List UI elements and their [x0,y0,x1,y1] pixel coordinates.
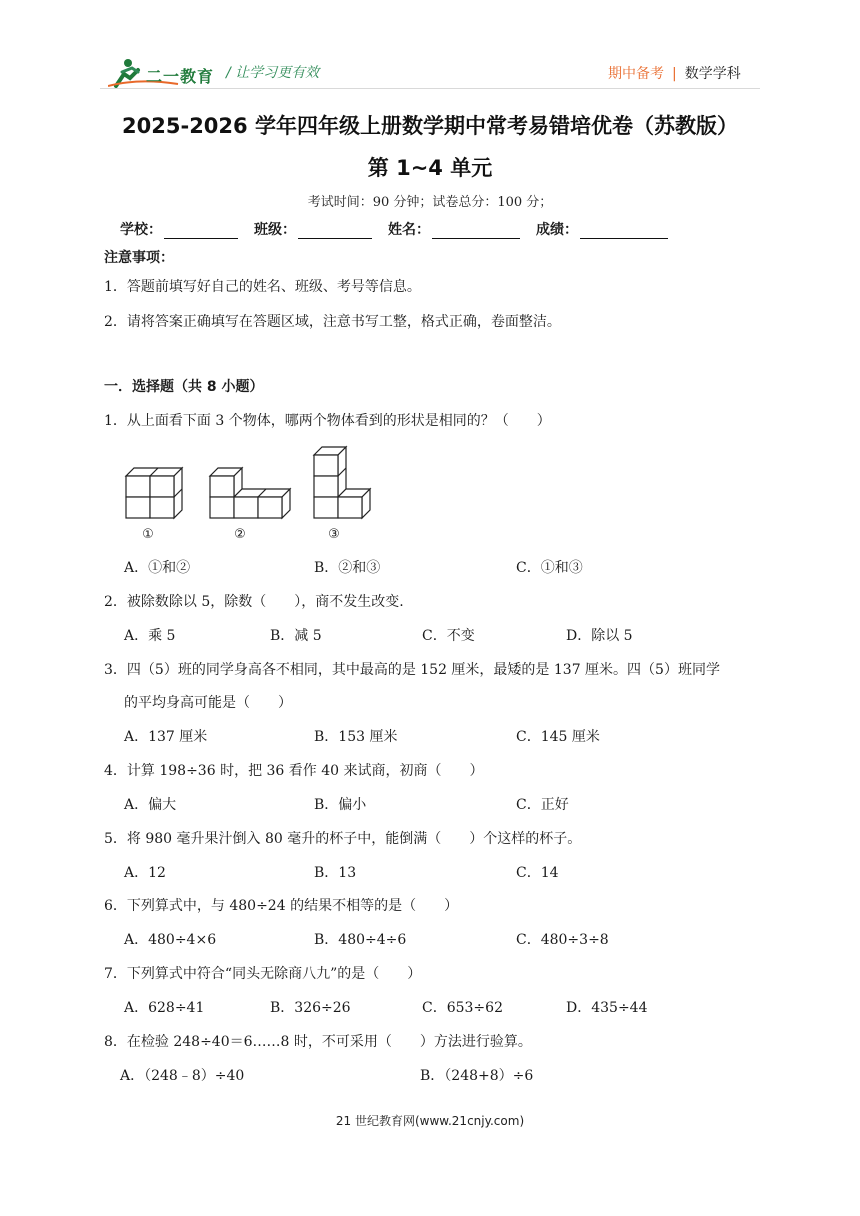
score-blank[interactable] [580,224,668,239]
option-c[interactable]: C．145 厘米 [516,729,600,745]
score-field[interactable] [536,219,668,239]
cube-figures [120,444,380,542]
header-rule [100,88,760,89]
option-b[interactable]: B．13 [314,865,357,881]
header-right [608,63,741,83]
option-a[interactable]: A．628÷41 [124,1000,205,1016]
exam-info: 考试时间：90 分钟；试卷总分：100 分； [307,195,553,210]
page-title: 2025-2026 学年四年级上册数学期中常考易错培优卷（苏教版） [122,114,738,138]
option-b[interactable]: B．②和③ [314,560,381,576]
score-label: 成绩： [536,222,578,238]
class-field[interactable] [254,219,372,239]
option-c[interactable]: C．653÷62 [422,1000,503,1016]
option-c[interactable]: C．14 [516,865,559,881]
question-stem: 3．四（5）班的同学身高各不相同，其中最高的是 152 厘米，最矮的是 137 厘米。四（5）班同学 [104,662,720,678]
option-b[interactable]: B．480÷4÷6 [314,932,407,948]
option-a[interactable]: A．（248﹣8）÷40 [120,1068,245,1084]
name-blank[interactable] [432,224,520,239]
option-c[interactable]: C．480÷3÷8 [516,932,609,948]
option-d[interactable]: D．除以 5 [566,628,633,644]
option-b[interactable]: B．326÷26 [270,1000,351,1016]
figure-label: ② [234,527,246,542]
section-heading: 一．选择题（共 8 小题） [104,379,264,395]
option-b[interactable]: B．（248+8）÷6 [420,1068,534,1084]
question-stem: 1．从上面看下面 3 个物体，哪两个物体看到的形状是相同的？（ ） [104,413,551,429]
option-a[interactable]: A．乘 5 [124,628,176,644]
question-stem-cont: 的平均身高可能是（ ） [124,695,292,711]
option-c[interactable]: C．正好 [516,797,569,813]
notice-item: 1．答题前填写好自己的姓名、班级、考号等信息。 [104,279,421,295]
school-blank[interactable] [164,224,238,239]
option-b[interactable]: B．153 厘米 [314,729,398,745]
school-label: 学校： [120,222,162,238]
logo-text: 二一教育 [146,67,215,86]
page-subtitle: 第 1~4 单元 [367,156,493,180]
option-a[interactable]: A．偏大 [124,797,177,813]
exam-type: 期中备考 [608,66,664,82]
question-stem: 2．被除数除以 5，除数（ ），商不发生改变. [104,594,404,610]
question-stem: 8．在检验 248÷40＝6……8 时，不可采用（ ）方法进行验算。 [104,1034,532,1050]
option-c[interactable]: C．不变 [422,628,475,644]
subject: 数学学科 [684,66,741,82]
figure-label: ① [142,527,154,542]
notice-item: 2．请将答案正确填写在答题区域，注意书写工整，格式正确，卷面整洁。 [104,314,561,330]
student-info-fields [120,219,684,239]
name-field[interactable] [388,219,520,239]
option-a[interactable]: A．①和② [124,560,191,576]
question-stem: 6．下列算式中，与 480÷24 的结果不相等的是（ ） [104,898,459,914]
question-stem: 5．将 980 毫升果汁倒入 80 毫升的杯子中，能倒满（ ）个这样的杯子。 [104,831,582,847]
notice-heading: 注意事项： [104,250,174,266]
option-a[interactable]: A．137 厘米 [124,729,208,745]
option-a[interactable]: A．480÷4×6 [124,932,217,948]
option-d[interactable]: D．435÷44 [566,1000,648,1016]
divider: | [672,66,677,82]
footer[interactable]: 21 世纪教育网(www.21cnjy.com) [335,1114,525,1128]
class-blank[interactable] [298,224,372,239]
option-a[interactable]: A．12 [124,865,166,881]
school-field[interactable] [120,219,238,239]
slogan: / 让学习更有效 [226,65,320,81]
question-stem: 7．下列算式中符合“同头无除商八九”的是（ ） [104,966,422,982]
option-b[interactable]: B．减 5 [270,628,322,644]
option-c[interactable]: C．①和③ [516,560,583,576]
question-stem: 4．计算 198÷36 时，把 36 看作 40 来试商，初商（ ） [104,763,484,779]
figure-label: ③ [328,527,340,542]
option-b[interactable]: B．偏小 [314,797,367,813]
name-label: 姓名： [388,222,430,238]
class-label: 班级： [254,222,296,238]
